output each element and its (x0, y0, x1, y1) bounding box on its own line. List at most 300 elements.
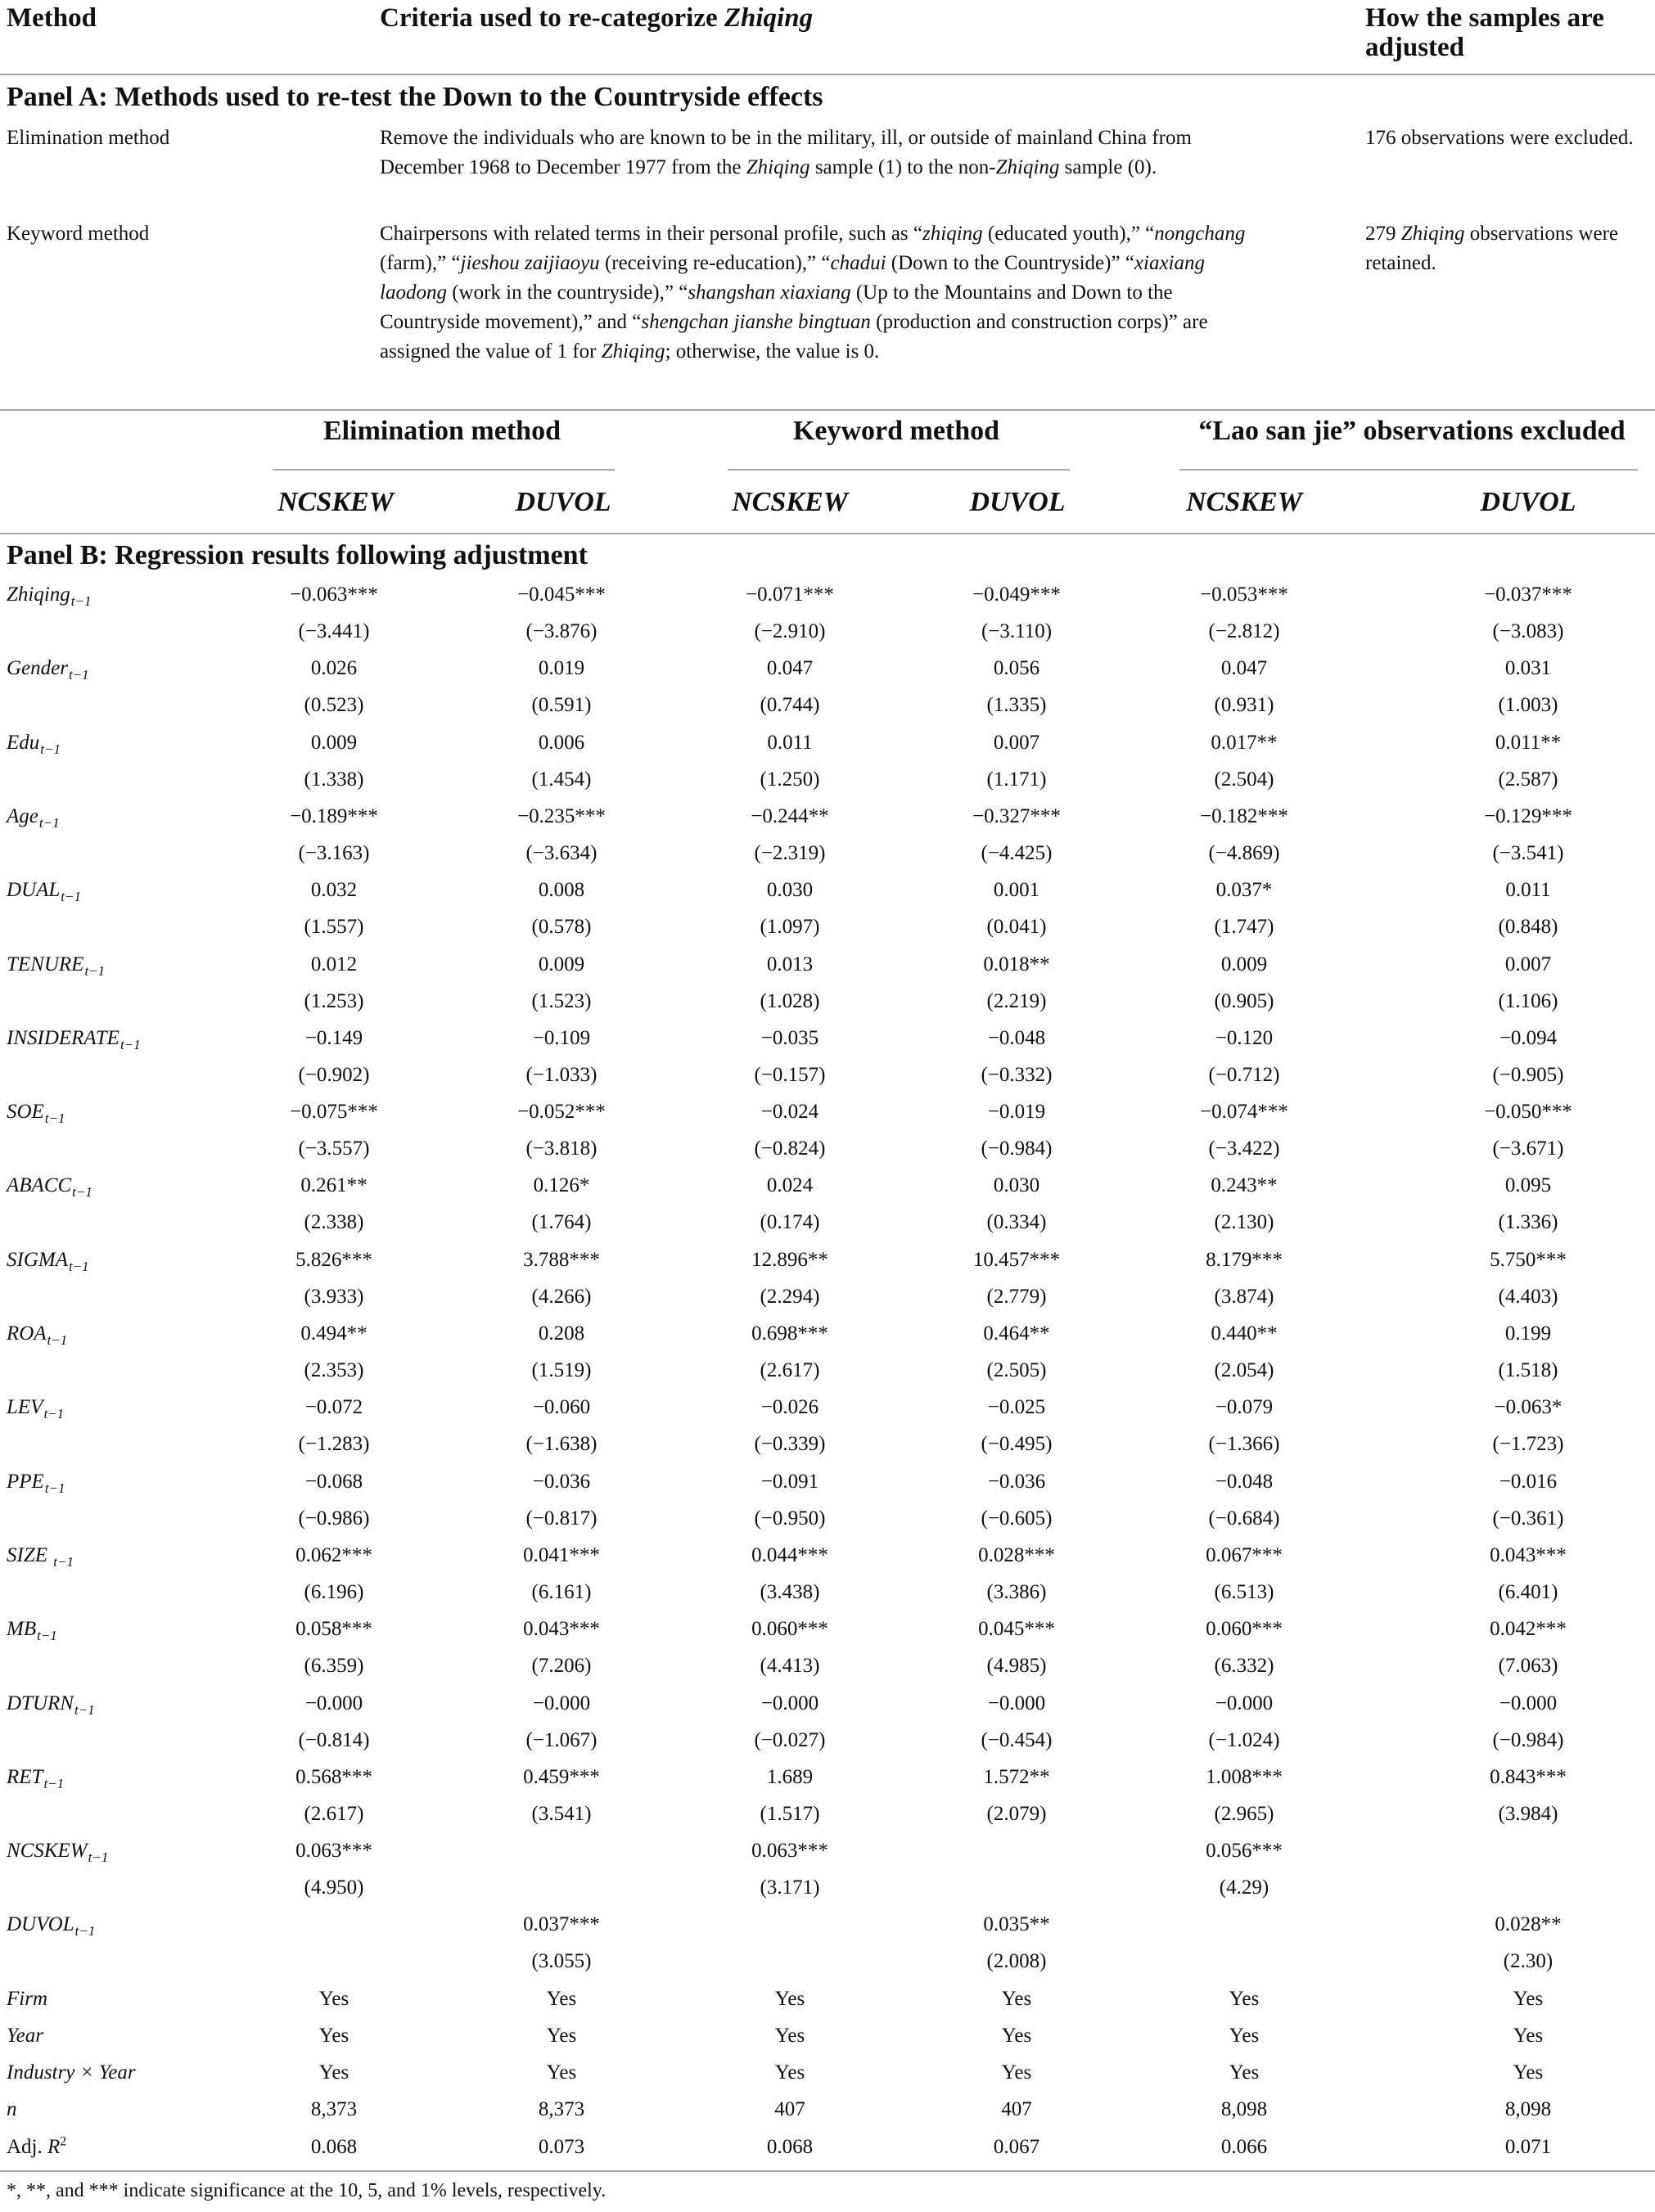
row-label-variable: SOE (7, 1101, 44, 1124)
summary-cell: 0.068 (766, 2135, 814, 2158)
coef-cell: 0.042*** (1490, 1618, 1567, 1641)
panel-b-header-rule (0, 533, 1655, 534)
coef-cell: −0.235*** (517, 804, 606, 827)
summary-row-label-text: Adj. (7, 2135, 47, 2158)
row-label-variable: Age (7, 804, 38, 827)
t-stat-cell: (−3.818) (525, 1138, 598, 1160)
coef-cell: 0.009 (538, 953, 585, 975)
coef-cell: −0.000 (304, 1692, 363, 1714)
coef-cell: −0.149 (304, 1026, 363, 1049)
t-stat-cell: (−3.557) (298, 1138, 370, 1160)
t-stat-cell: (−3.634) (525, 841, 598, 864)
t-stat-cell: (−3.422) (1208, 1138, 1280, 1160)
col-header-1: NCSKEW (277, 487, 394, 517)
row-label-variable: NCSKEW (7, 1840, 88, 1863)
summary-cell: Yes (318, 1987, 349, 2010)
t-stat-cell: (−1.366) (1208, 1433, 1280, 1456)
coef-cell: 0.095 (1504, 1174, 1552, 1197)
summary-row-label-text: Industry × Year (7, 2061, 136, 2084)
coef-cell: 0.030 (766, 879, 814, 902)
summary-cell: 8,098 (1504, 2098, 1552, 2121)
row-label (7, 953, 105, 980)
t-stat-cell: (−4.425) (981, 841, 1053, 864)
coef-cell: −0.049*** (972, 583, 1061, 606)
summary-cell: 8,373 (538, 2098, 585, 2121)
row-label-variable: ABACC (7, 1174, 72, 1197)
t-stat-cell: (−0.824) (754, 1138, 826, 1160)
coef-cell: 0.440** (1211, 1322, 1278, 1345)
row-label-subscript: t−1 (84, 962, 106, 979)
t-stat-cell: (7.063) (1498, 1655, 1558, 1678)
coef-cell: 8.179*** (1206, 1248, 1283, 1271)
row-label (7, 1913, 95, 1939)
t-stat-cell: (−0.950) (754, 1507, 826, 1529)
header-criteria: Criteria used to re-categorize Zhiqing (380, 3, 814, 33)
summary-row-label-text: Firm (7, 1987, 47, 2010)
row-label-subscript: t−1 (47, 1332, 68, 1348)
coef-cell: 0.199 (1504, 1322, 1552, 1345)
row-label-subscript: t−1 (43, 1775, 65, 1791)
t-stat-cell: (3.874) (1214, 1285, 1274, 1308)
coef-cell: 0.261** (300, 1174, 368, 1197)
summary-row-label (7, 1988, 47, 2011)
summary-row-label-italic: R (47, 2135, 61, 2158)
coef-cell: −0.129*** (1484, 804, 1572, 827)
panel-a-method-keyword: Keyword method (7, 223, 150, 245)
coef-cell: 0.459*** (523, 1765, 600, 1788)
row-label-subscript: t−1 (74, 1923, 96, 1939)
t-stat-cell: (3.055) (531, 1950, 592, 1973)
t-stat-cell: (2.079) (986, 1802, 1047, 1825)
coef-cell: 0.037*** (523, 1913, 600, 1936)
row-label-variable: RET (7, 1765, 43, 1788)
row-label (7, 1766, 64, 1792)
row-label (7, 879, 81, 905)
coef-cell: −0.025 (987, 1396, 1046, 1419)
coef-cell: 0.047 (766, 657, 814, 680)
summary-cell: Yes (546, 2061, 577, 2084)
coef-cell: 0.009 (310, 731, 358, 754)
coef-cell: −0.063*** (290, 583, 378, 606)
table-bottom-rule (0, 2170, 1655, 2172)
coef-cell: −0.071*** (746, 583, 834, 606)
t-stat-cell: (3.541) (531, 1802, 592, 1825)
coef-cell: −0.026 (760, 1396, 819, 1419)
t-stat-cell: (−0.495) (981, 1433, 1053, 1456)
coef-cell: 0.041*** (523, 1543, 600, 1566)
coef-cell: −0.036 (987, 1470, 1046, 1493)
t-stat-cell: (2.505) (986, 1359, 1047, 1381)
coef-cell: 0.018** (983, 953, 1050, 975)
coef-cell: 0.043*** (523, 1618, 600, 1641)
coef-cell: −0.000 (1499, 1692, 1558, 1714)
row-label-subscript: t−1 (44, 1111, 65, 1127)
t-stat-cell: (−0.684) (1208, 1507, 1280, 1529)
t-stat-cell: (0.931) (1214, 694, 1274, 717)
t-stat-cell: (−0.332) (981, 1063, 1053, 1086)
coef-cell: 5.826*** (295, 1248, 372, 1271)
coef-cell: 0.008 (538, 879, 585, 902)
t-stat-cell: (2.219) (986, 989, 1047, 1012)
row-label-subscript: t−1 (37, 1628, 57, 1644)
row-label-variable: INSIDERATE (7, 1026, 120, 1049)
summary-cell: Yes (1513, 2061, 1544, 2084)
row-label (7, 1249, 89, 1275)
col-header-4: DUVOL (969, 487, 1066, 517)
row-label (7, 1692, 95, 1719)
coef-cell: 0.017** (1211, 731, 1278, 754)
row-label (7, 732, 61, 758)
panel-a-rule (0, 409, 1655, 411)
t-stat-cell: (0.174) (760, 1211, 820, 1234)
t-stat-cell: (−2.812) (1208, 620, 1280, 642)
t-stat-cell: (2.054) (1214, 1359, 1274, 1381)
t-stat-cell: (1.003) (1498, 694, 1558, 717)
coef-cell: 5.750*** (1490, 1248, 1567, 1271)
t-stat-cell: (1.336) (1498, 1211, 1558, 1234)
row-label-subscript: t−1 (120, 1036, 141, 1052)
coef-cell: −0.079 (1215, 1396, 1274, 1419)
summary-cell: Yes (1513, 2024, 1544, 2047)
group-underline-laosanjie (1179, 469, 1638, 471)
col-header-2: DUVOL (515, 487, 611, 517)
coef-cell: 0.011 (767, 731, 813, 754)
coef-cell: 0.032 (310, 879, 358, 902)
summary-row-label-text: Year (7, 2024, 43, 2047)
coef-cell: 0.067*** (1206, 1543, 1283, 1566)
coef-cell: 0.243** (1211, 1174, 1278, 1197)
row-label-subscript: t−1 (72, 1184, 92, 1201)
coef-cell: 3.788*** (523, 1248, 600, 1271)
t-stat-cell: (−4.869) (1208, 841, 1280, 864)
summary-cell: Yes (774, 2024, 805, 2047)
t-stat-cell: (1.335) (986, 694, 1047, 717)
coef-cell: 0.698*** (751, 1322, 828, 1345)
group-header-laosanjie: “Lao san jie” observations excluded (1198, 416, 1626, 446)
t-stat-cell: (−0.905) (1492, 1063, 1564, 1086)
row-label-variable: DTURN (7, 1692, 74, 1714)
t-stat-cell: (1.747) (1214, 916, 1274, 939)
t-stat-cell: (6.196) (304, 1580, 364, 1603)
coef-cell: −0.075*** (290, 1101, 378, 1124)
summary-cell: Yes (1513, 1987, 1544, 2010)
row-label-variable: MB (7, 1618, 37, 1641)
row-label (7, 657, 89, 683)
t-stat-cell: (3.933) (304, 1285, 364, 1308)
t-stat-cell: (4.266) (531, 1285, 592, 1308)
t-stat-cell: (4.29) (1219, 1876, 1269, 1899)
t-stat-cell: (−2.319) (754, 841, 826, 864)
t-stat-cell: (0.744) (760, 694, 820, 717)
t-stat-cell: (2.965) (1214, 1802, 1274, 1825)
coef-cell: −0.060 (532, 1396, 591, 1419)
t-stat-cell: (2.779) (986, 1285, 1047, 1308)
row-label-variable: Gender (7, 657, 68, 680)
coef-cell: −0.050*** (1484, 1101, 1572, 1124)
summary-row-label-text: n (7, 2098, 17, 2121)
t-stat-cell: (2.008) (986, 1950, 1047, 1973)
coef-cell: −0.074*** (1200, 1101, 1288, 1124)
t-stat-cell: (0.041) (986, 916, 1047, 939)
row-label (7, 1471, 65, 1497)
coef-cell: 0.063*** (751, 1840, 828, 1863)
row-label-subscript: t−1 (53, 1553, 74, 1570)
t-stat-cell: (1.518) (1498, 1359, 1558, 1381)
coef-cell: 1.008*** (1206, 1765, 1283, 1788)
row-label-variable: LEV (7, 1396, 43, 1419)
t-stat-cell: (−1.638) (525, 1433, 598, 1456)
t-stat-cell: (6.401) (1498, 1580, 1558, 1603)
t-stat-cell: (−1.033) (525, 1063, 598, 1086)
summary-cell: Yes (546, 1987, 577, 2010)
t-stat-cell: (1.338) (304, 768, 364, 791)
coef-cell: −0.045*** (517, 583, 606, 606)
t-stat-cell: (−1.024) (1208, 1728, 1280, 1751)
col-header-3: NCSKEW (732, 487, 848, 517)
coef-cell: 0.056 (993, 657, 1040, 680)
row-label-variable: PPE (7, 1470, 44, 1493)
coef-cell: 0.568*** (295, 1765, 372, 1788)
coef-cell: −0.063* (1494, 1396, 1563, 1419)
coef-cell: −0.000 (1215, 1692, 1274, 1714)
t-stat-cell: (−1.067) (525, 1728, 598, 1751)
t-stat-cell: (2.617) (760, 1359, 820, 1381)
row-label (7, 1174, 92, 1201)
row-label-subscript: t−1 (88, 1849, 109, 1866)
t-stat-cell: (2.504) (1214, 768, 1274, 791)
panel-b-title: Panel B: Regression results following adjustment (7, 540, 588, 570)
coef-cell: −0.189*** (290, 804, 378, 827)
coef-cell: 0.208 (538, 1322, 585, 1345)
summary-row-label (7, 2098, 17, 2121)
t-stat-cell: (−0.984) (981, 1138, 1053, 1160)
coef-cell: 0.494** (300, 1322, 368, 1345)
summary-cell: 8,098 (1220, 2098, 1268, 2121)
summary-cell: Yes (774, 2061, 805, 2084)
t-stat-cell: (2.338) (304, 1211, 364, 1234)
coef-cell: −0.035 (760, 1026, 819, 1049)
coef-cell: −0.109 (532, 1026, 591, 1049)
row-label (7, 1101, 65, 1127)
t-stat-cell: (1.764) (531, 1211, 592, 1234)
t-stat-cell: (2.130) (1214, 1211, 1274, 1234)
row-label-variable: Zhiqing (7, 583, 70, 606)
row-label-variable: DUAL (7, 879, 61, 902)
header-adjusted: How the samples are adjusted (1365, 3, 1604, 63)
coef-cell: 0.013 (766, 953, 814, 975)
t-stat-cell: (−0.605) (981, 1507, 1053, 1529)
coef-cell: −0.120 (1215, 1026, 1274, 1049)
t-stat-cell: (4.403) (1498, 1285, 1558, 1308)
t-stat-cell: (1.028) (760, 989, 820, 1012)
t-stat-cell: (0.334) (986, 1211, 1047, 1234)
group-header-elimination: Elimination method (323, 416, 561, 446)
summary-cell: Yes (1001, 2024, 1032, 2047)
coef-cell: 0.043*** (1490, 1543, 1567, 1566)
t-stat-cell: (−1.723) (1492, 1433, 1564, 1456)
t-stat-cell: (−0.027) (754, 1728, 826, 1751)
t-stat-cell: (1.454) (531, 768, 592, 791)
row-label-subscript: t−1 (70, 593, 92, 609)
row-label (7, 805, 60, 831)
t-stat-cell: (0.523) (304, 694, 364, 717)
row-label (7, 1618, 57, 1644)
summary-row-label (7, 2136, 66, 2159)
t-stat-cell: (3.984) (1498, 1802, 1558, 1825)
summary-cell: Yes (318, 2061, 349, 2084)
t-stat-cell: (−0.361) (1492, 1507, 1564, 1529)
coef-cell: −0.000 (987, 1692, 1046, 1714)
row-label-variable: TENURE (7, 953, 84, 975)
coef-cell: −0.244** (751, 804, 829, 827)
group-header-keyword: Keyword method (792, 416, 1000, 446)
t-stat-cell: (−0.712) (1208, 1063, 1280, 1086)
summary-cell: Yes (1001, 1987, 1032, 2010)
coef-cell: 0.012 (310, 953, 358, 975)
t-stat-cell: (0.578) (531, 916, 592, 939)
coef-cell: 0.843*** (1490, 1765, 1567, 1788)
group-underline-keyword (728, 469, 1070, 471)
panel-a-criteria-keyword: Chairpersons with related terms in their personal profile, such as “zhiqing (educated youth),” “nongchang (farm),” “jieshou zaijiaoyu (receiving re-education),” “chadui (Down to the Countryside)” “xiaxiang laodong (work in the countryside),” “shangshan xiaxiang (Up to the Mountains and Down to the Countryside movement),” and “shengchan jianshe bingtuan (production and construction corps)” are assigned the value of 1 for Zhiqing; otherwise, the value is 0. (380, 223, 1246, 363)
t-stat-cell: (6.513) (1214, 1580, 1274, 1603)
coef-cell: 0.126* (533, 1174, 590, 1197)
panel-a-adjust-elimination: 176 observations were excluded. (1365, 127, 1634, 149)
header-rule (0, 74, 1655, 75)
t-stat-cell: (−2.910) (754, 620, 826, 642)
coef-cell: −0.024 (760, 1101, 819, 1124)
t-stat-cell: (1.253) (304, 989, 364, 1012)
coef-cell: 0.060*** (751, 1618, 828, 1641)
row-label-subscript: t−1 (68, 667, 89, 683)
header-method: Method (7, 3, 97, 33)
row-label-subscript: t−1 (61, 889, 81, 905)
coef-cell: 0.028** (1495, 1913, 1562, 1936)
coef-cell: 0.011 (1505, 879, 1551, 902)
coef-cell: −0.000 (760, 1692, 819, 1714)
row-label-variable: Edu (7, 731, 40, 754)
t-stat-cell: (2.30) (1503, 1950, 1554, 1973)
t-stat-cell: (3.171) (760, 1876, 820, 1899)
t-stat-cell: (2.617) (304, 1802, 364, 1825)
t-stat-cell: (6.332) (1214, 1655, 1274, 1678)
t-stat-cell: (−0.817) (525, 1507, 598, 1529)
coef-cell: 0.062*** (295, 1543, 372, 1566)
row-label-subscript: t−1 (38, 814, 60, 831)
t-stat-cell: (1.517) (760, 1802, 820, 1825)
coef-cell: 0.006 (538, 731, 585, 754)
coef-cell: 0.011** (1495, 731, 1562, 754)
coef-cell: 0.047 (1220, 657, 1268, 680)
row-label (7, 1396, 64, 1422)
coef-cell: −0.016 (1499, 1470, 1558, 1493)
t-stat-cell: (6.161) (531, 1580, 592, 1603)
coef-cell: 0.464** (983, 1322, 1050, 1345)
summary-row-label (7, 2061, 136, 2084)
coef-cell: −0.053*** (1200, 583, 1288, 606)
t-stat-cell: (0.591) (531, 694, 592, 717)
t-stat-cell: (1.557) (304, 916, 364, 939)
coef-cell: 12.896** (751, 1248, 828, 1271)
t-stat-cell: (4.413) (760, 1655, 820, 1678)
t-stat-cell: (−0.986) (298, 1507, 370, 1529)
coef-cell: 0.007 (993, 731, 1040, 754)
t-stat-cell: (7.206) (531, 1655, 592, 1678)
col-header-5: NCSKEW (1186, 487, 1302, 517)
coef-cell: 0.028*** (978, 1543, 1055, 1566)
summary-cell: 0.067 (993, 2135, 1040, 2158)
summary-cell: Yes (1229, 2061, 1260, 2084)
t-stat-cell: (−0.454) (981, 1728, 1053, 1751)
t-stat-cell: (0.905) (1214, 989, 1274, 1012)
coef-cell: 0.063*** (295, 1840, 372, 1863)
footnote: *, **, and *** indicate significance at the 10, 5, and 1% levels, respectively. (7, 2180, 607, 2201)
row-label-variable: SIZE (7, 1543, 53, 1566)
summary-cell: 0.066 (1220, 2135, 1268, 2158)
coef-cell: 0.060*** (1206, 1618, 1283, 1641)
t-stat-cell: (1.250) (760, 768, 820, 791)
t-stat-cell: (1.171) (986, 768, 1047, 791)
t-stat-cell: (−3.083) (1492, 620, 1564, 642)
coef-cell: 10.457*** (972, 1248, 1061, 1271)
coef-cell: 0.056*** (1206, 1840, 1283, 1863)
coef-cell: 1.572** (983, 1765, 1050, 1788)
coef-cell: 0.037* (1215, 879, 1273, 902)
summary-cell: Yes (774, 1987, 805, 2010)
col-header-6: DUVOL (1480, 487, 1576, 517)
t-stat-cell: (4.950) (304, 1876, 364, 1899)
t-stat-cell: (4.985) (986, 1655, 1047, 1678)
row-label (7, 1027, 141, 1053)
coef-cell: −0.048 (987, 1026, 1046, 1049)
row-label-variable: ROA (7, 1322, 47, 1345)
row-label-variable: SIGMA (7, 1248, 68, 1271)
t-stat-cell: (3.438) (760, 1580, 820, 1603)
summary-cell: Yes (1229, 1987, 1260, 2010)
t-stat-cell: (−3.110) (981, 620, 1053, 642)
coef-cell: −0.019 (987, 1101, 1046, 1124)
t-stat-cell: (6.359) (304, 1655, 364, 1678)
summary-cell: Yes (1229, 2024, 1260, 2047)
coef-cell: −0.000 (532, 1692, 591, 1714)
t-stat-cell: (−3.441) (298, 620, 370, 642)
summary-cell: 0.073 (538, 2135, 585, 2158)
coef-cell: 0.026 (310, 657, 358, 680)
row-label-subscript: t−1 (74, 1701, 95, 1718)
t-stat-cell: (1.523) (531, 989, 592, 1012)
row-label (7, 1544, 74, 1570)
t-stat-cell: (−0.984) (1492, 1728, 1564, 1751)
summary-cell: Yes (546, 2024, 577, 2047)
t-stat-cell: (3.386) (986, 1580, 1047, 1603)
summary-cell: 407 (774, 2098, 805, 2121)
coef-cell: −0.048 (1215, 1470, 1274, 1493)
coef-cell: −0.094 (1499, 1026, 1558, 1049)
coef-cell: 1.689 (766, 1765, 814, 1788)
coef-cell: −0.052*** (517, 1101, 606, 1124)
coef-cell: 0.019 (538, 657, 585, 680)
group-underline-elimination (273, 469, 615, 471)
row-label-subscript: t−1 (68, 1258, 89, 1274)
coef-cell: 0.031 (1504, 657, 1552, 680)
coef-cell: 0.045*** (978, 1618, 1055, 1641)
coef-cell: −0.091 (760, 1470, 819, 1493)
coef-cell: 0.044*** (751, 1543, 828, 1566)
coef-cell: −0.327*** (972, 804, 1061, 827)
coef-cell: 0.009 (1220, 953, 1268, 975)
summary-row-label-superscript: 2 (60, 2134, 67, 2149)
t-stat-cell: (−0.814) (298, 1728, 370, 1751)
row-label-subscript: t−1 (40, 741, 61, 757)
